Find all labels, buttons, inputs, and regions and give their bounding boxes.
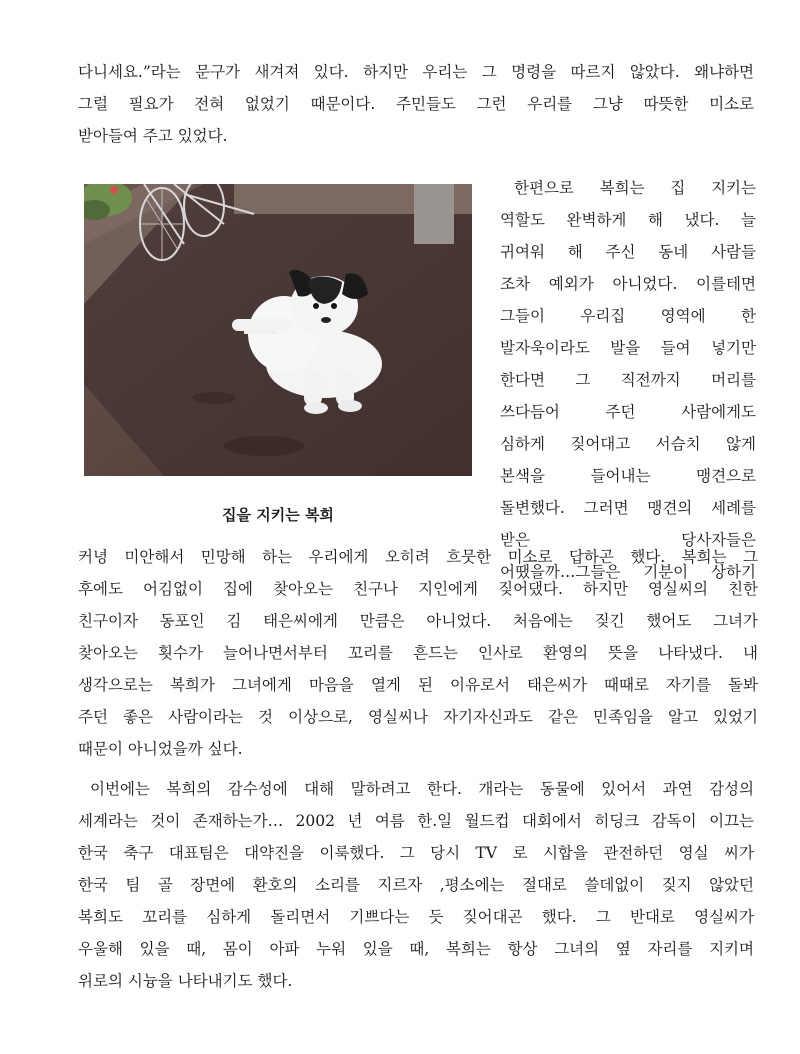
text-fragment: 당사자들은 [681, 531, 756, 549]
text-line: 역할도 완벽하게 해 냈다. 늘 [500, 211, 756, 229]
text-line: 세계라는 것이 존재하는가… 2002 년 여름 한.일 월드컵 대회에서 히딩크 감독이 이끄는 [78, 812, 754, 830]
text-line: 우울해 있을 때, 몸이 아파 누워 있을 때, 복희는 항상 그녀의 옆 자리를 지키며 [78, 940, 754, 958]
text-line: 한다면 그 직전까지 머리를 [500, 371, 756, 389]
text-line: 쓰다듬어 주던 사람에게도 [500, 403, 756, 421]
dog-photo [84, 184, 472, 476]
text-line: 커녕 미안해서 민망해 하는 우리에게 오히려 흐뭇한 미소로 답하곤 했다. 복희는 그 [78, 548, 758, 566]
text-line: 한국 축구 대표팀은 대약진을 이룩했다. 그 당시 TV 로 시합을 관전하던 영실 씨가 [78, 844, 754, 862]
text-line: 발자욱이라도 발을 들여 넣기만 [500, 339, 756, 357]
text-line: 한국 팀 골 장면에 환호의 소리를 지르자 ,평소에는 절대로 쓸데없이 짖지 않았던 [78, 876, 754, 894]
text-line: 그들이 우리집 영역에 한 [500, 307, 756, 325]
text-line: 심하게 짖어대고 서슴치 않게 [500, 435, 756, 453]
text-line: 조차 예외가 아니었다. 이를테면 [500, 275, 756, 293]
text-line: 생각으로는 복희가 그녀에게 마음을 열게 된 이유로서 태은씨가 때때로 자기를 돌봐 [78, 676, 758, 694]
paragraph-intro [78, 56, 754, 152]
text-line: 때문이 아니었을까 싶다. [78, 740, 243, 758]
text-line: 주던 좋은 사람이라는 것 이상으로, 영실씨나 자기자신과도 같은 민족임을 알고 있었기 [78, 708, 758, 726]
text-line: 그럴 필요가 전혀 없었기 때문이다. 주민들도 그런 우리를 그냥 따뜻한 미소로 [78, 95, 754, 113]
text-line: 본색을 들어내는 맹견으로 [500, 467, 756, 485]
photo-caption: 집을 지키는 복희 [222, 506, 334, 524]
paragraph-sensitivity [78, 773, 754, 997]
text-line: 후에도 어김없이 집에 찾아오는 친구나 지인에게 짖어댔다. 하지만 영실씨의 친한 [78, 580, 758, 598]
text-line: 위로의 시늉을 나타내기도 했다. [78, 972, 293, 990]
text-line: 받아들여 주고 있었다. [78, 127, 228, 145]
paragraph-guard [500, 172, 756, 588]
text-line: 찾아오는 횟수가 늘어나면서부터 꼬리를 흔드는 인사로 환영의 뜻을 나타냈다. 내 [78, 644, 758, 662]
text-line: 귀여워 해 주신 동네 사람들 [500, 243, 756, 261]
text-line: 한편으로 복희는 집 지키는 [514, 179, 756, 197]
text-line: 이번에는 복희의 감수성에 대해 말하려고 한다. 개라는 동물에 있어서 과연 감성의 [90, 780, 754, 798]
text-line: 어땠을까…그들은 기분이 상하기 [500, 563, 756, 581]
text-line: 친구이자 동포인 김 태은씨에게 만큼은 아니었다. 처음에는 짖긴 했어도 그녀가 [78, 612, 758, 630]
text-line: 돌변했다. 그러면 맹견의 세례를 [500, 499, 756, 517]
text-fragment: 받은 [500, 531, 530, 549]
text-line: 다니세요.”라는 문구가 새겨져 있다. 하지만 우리는 그 명령을 따르지 않았다. 왜냐하면 [78, 63, 754, 81]
text-line: 복희도 꼬리를 심하게 돌리면서 기쁘다는 듯 짖어대곤 했다. 그 반대로 영실씨가 [78, 908, 754, 926]
paragraph-continued [78, 541, 758, 765]
